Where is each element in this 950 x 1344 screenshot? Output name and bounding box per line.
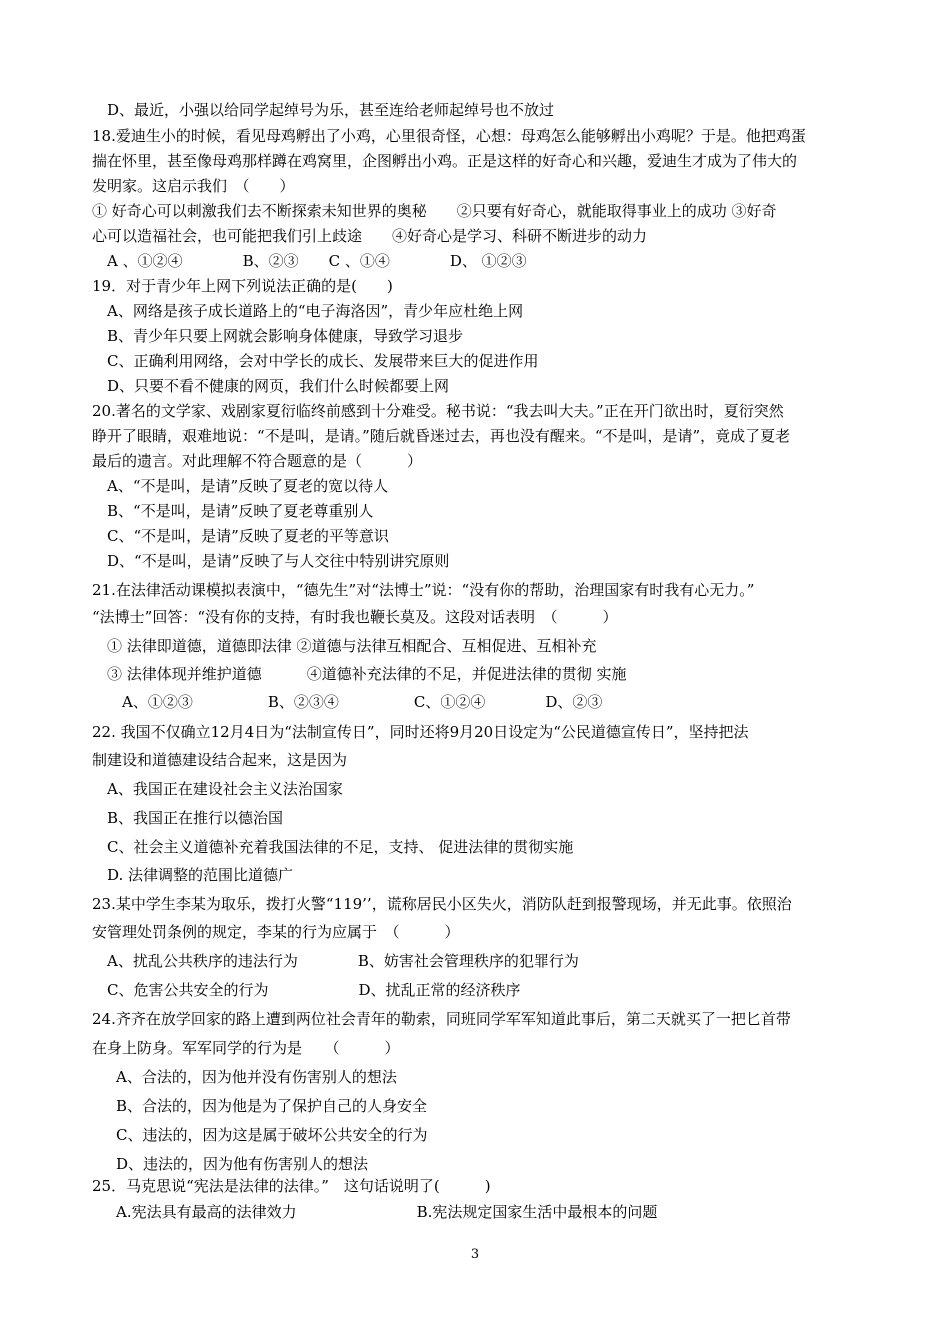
option-line: B、我国正在推行以德治国: [107, 809, 284, 827]
text-line: “法博士”回答：“没有你的支持，有时我也鞭长莫及。这段对话表明 （ ）: [92, 608, 618, 626]
option-line: B、“不是叫，是请”反映了夏老尊重别人: [107, 502, 374, 520]
text-line: 心可以造福社会，也可能把我们引上歧途 ④好奇心是学习、科研不断进步的动力: [92, 227, 648, 245]
text-line: ③ 法律体现并维护道德 ④道德补充法律的不足，并促进法律的贯彻 实施: [107, 665, 627, 683]
option-line: D、只要不看不健康的网页，我们什么时候都要上网: [107, 377, 450, 395]
options-line: C、危害公共安全的行为 D、扰乱正常的经济秩序: [107, 981, 521, 999]
option-line: B、青少年只要上网就会影响身体健康，导致学习退步: [107, 327, 464, 345]
options-line: A、①②③ B、②③④ C、①②④ D、②③: [122, 693, 603, 711]
question-20-line: 20.著名的文学家、戏剧家夏衍临终前感到十分难受。秘书说：“我去叫大夫。”正在开门欲出时，夏衍突然: [92, 402, 784, 420]
options-line: A.宪法具有最高的法律效力 B.宪法规定国家生活中最根本的问题: [116, 1203, 658, 1221]
text-line: 在身上防身。军军同学的行为是 （ ）: [92, 1039, 400, 1057]
question-24-line: 24.齐齐在放学回家的路上遭到两位社会青年的勒索，同班同学军军知道此事后，第二天就买了一把匕首带: [92, 1010, 791, 1028]
text-line: 最后的遗言。对此理解不符合题意的是（ ）: [92, 452, 423, 470]
question-22-line: 22. 我国不仅确立12月4日为“法制宣传日”，同时还将9月20日设定为“公民道德宣传日”，坚持把法: [92, 723, 749, 741]
question-21-line: 21.在法律活动课模拟表演中，“德先生”对“法博士”说：“没有你的帮助，治理国家有时我有心无力。”: [92, 581, 755, 599]
option-line: D、“不是叫，是请”反映了与人交往中特别讲究原则: [107, 552, 450, 570]
text-line: 睁开了眼睛，艰难地说：“不是叫，是请。”随后就昏迷过去，再也没有醒来。“不是叫，是请”，竟成了夏老: [92, 427, 791, 445]
question-19-line: 19．对于青少年上网下列说法正确的是( ): [92, 277, 393, 295]
text-line: ① 好奇心可以刺激我们去不断探索未知世界的奥秘 ②只要有好奇心，就能取得事业上的成功 ③好奇: [92, 202, 777, 220]
text-line: 安管理处罚条例的规定，李某的行为应属于 （ ）: [92, 923, 460, 941]
text-line: 发明家。这启示我们 （ ）: [92, 177, 295, 195]
option-line: C、违法的，因为这是属于破坏公共安全的行为: [116, 1126, 428, 1144]
options-line: A、扰乱公共秩序的违法行为 B、妨害社会管理秩序的犯罪行为: [107, 952, 579, 970]
text-line: ① 法律即道德，道德即法律 ②道德与法律互相配合、互相促进、互相补充: [107, 637, 597, 655]
option-line: A、网络是孩子成长道路上的“电子海洛因”，青少年应杜绝上网: [107, 302, 524, 320]
question-18-line: 18.爱迪生小的时候，看见母鸡孵出了小鸡，心里很奇怪，心想：母鸡怎么能够孵出小鸡呢？于是。他把鸡蛋: [92, 127, 806, 145]
option-line: A、我国正在建设社会主义法治国家: [107, 780, 343, 798]
text-line: D、最近，小强以给同学起绰号为乐，甚至连给老师起绰号也不放过: [107, 101, 555, 119]
option-line: A、合法的，因为他并没有伤害别人的想法: [116, 1068, 397, 1086]
question-25-line: 25．马克思说“宪法是法律的法律。” 这句话说明了( ): [92, 1177, 491, 1195]
option-line: A、“不是叫，是请”反映了夏老的宽以待人: [107, 477, 389, 495]
option-line: D. 法律调整的范围比道德广: [107, 866, 294, 884]
option-line: C、正确利用网络，会对中学长的成长、发展带来巨大的促进作用: [107, 352, 539, 370]
text-line: 揣在怀里，甚至像母鸡那样蹲在鸡窝里，企图孵出小鸡。正是这样的好奇心和兴趣，爱迪生才成为了伟大的: [92, 152, 798, 170]
option-line: C、“不是叫，是请”反映了夏老的平等意识: [107, 527, 389, 545]
text-line: 制建设和道德建设结合起来，这是因为: [92, 751, 348, 769]
option-line: B、合法的，因为他是为了保护自己的人身安全: [116, 1097, 428, 1115]
question-23-line: 23.某中学生李某为取乐，拨打火警“119’’，谎称居民小区失火，消防队赶到报警现场，并无此事。依照治: [92, 895, 792, 913]
option-line: D、违法的，因为他有伤害别人的想法: [116, 1155, 369, 1173]
option-line: C、社会主义道德补充着我国法律的不足，支持、 促进法律的贯彻实施: [107, 838, 574, 856]
options-line: A 、①②④ B、②③ C 、①④ D、 ①②③: [107, 252, 527, 270]
page-number: 3: [470, 1247, 480, 1262]
